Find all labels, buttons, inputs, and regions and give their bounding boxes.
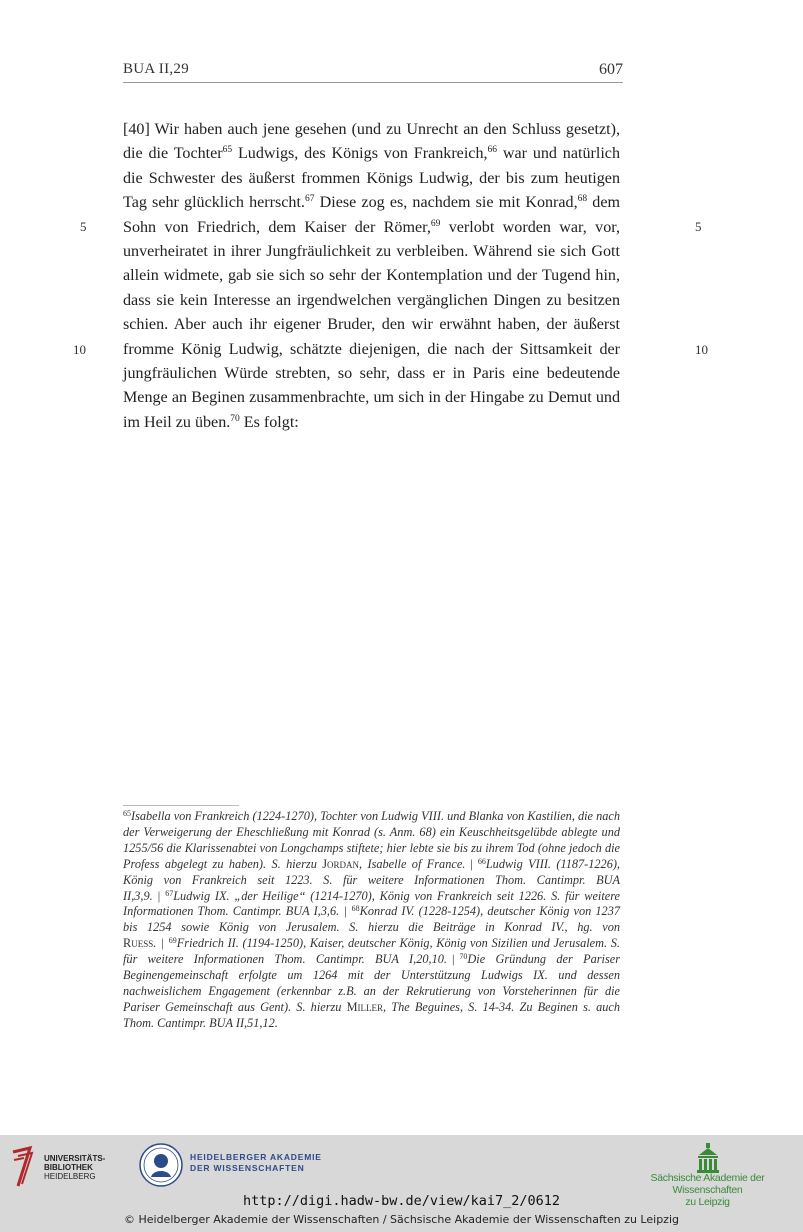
hadw-wordmark[interactable]: HEIDELBERGER AKADEMIE DER WISSENSCHAFTEN (190, 1152, 322, 1173)
footnote-66: Ludwig VIII. (1187-1226), König von Frankreich seit 1223. S. für weitere Informationen Thom. Cantimpr. BUA II,3,9. (123, 856, 621, 903)
main-paragraph: [40] Wir haben auch jene gesehen (und zu Unrecht an den Schluss gesetzt), die die Tochter$^{65}$ Ludwigs, des Königs von Frankreich,$^{66}$ war und natürlich die Schwester des äußerst frommen Königs Ludwig, der bis zum heutigen Tag sehr glücklich herrscht.$^{67}$ Diese zog es, nachdem sie mit Konrad,$^{68}$ dem Sohn von Friedrich, dem Kaiser der Römer,$^{69}$ verlobt worden war, vor, unverheiratet in ihrer Jungfräulichkeit zu verbleiben. Während sie sich Gott allein widmete, gab sie sich so sehr der Kontemplation und der Tugend hin, dass sie kein Interesse an irgendwelchen vergänglichen Dingen zu besitzen schien. Aber auch ihr eigener Bruder, den wir erwähnt haben, der äußerst fromme König Ludwig, schätzte diejenigen, die nach der Sittsamkeit der jungfräulichen Würde strebten, so sehr, dass er in Paris eine bedeutende Menge an Beginen zusammenbrachte, um sich in der Hingabe zu Demut und im Heil zu üben.$^{70}$ Es folgt: (123, 121, 620, 431)
line-number-left-10: 10 (73, 342, 86, 357)
footnote-67: Ludwig IX. „der Heilige“ (1214-1270), König von Frankreich seit 1226. S. für weitere Informationen Thom. Cantimpr. BUA I,3,6. (123, 888, 620, 919)
page-number: 607 (599, 61, 623, 78)
header-siglum: BUA II,29 (123, 61, 190, 77)
permalink-url[interactable]: http://digi.hadw-bw.de/view/kai7_2/0612 (243, 1193, 560, 1209)
footnote-70: Die Gründung der Pariser Beginengemeinschaft erfolgte um 1264 mit der Unterstützung Ludwigs IX. und dessen nachweislichem Engagement (erkennbar z.B. an der Rekrutierung von Vorsteherinnen für die Pariser Gemeinschaft aus Gent). S. hierzu Miller, The Beguines, S. 14-34. Zu Beginen s. auch Thom. Cantimpr. BUA II,51,12. (123, 952, 620, 1030)
saw-building-icon (695, 1143, 721, 1173)
line-number-left-5: 5 (80, 219, 87, 234)
hadw-seal-icon[interactable] (139, 1143, 183, 1187)
line-number-right-5: 5 (695, 219, 702, 234)
footnote-ref-67[interactable]: 67 (304, 194, 315, 205)
footnote-separator (123, 805, 239, 806)
ub-heidelberg-logo-icon (10, 1144, 36, 1188)
footnote-69: Friedrich II. (1194-1250), Kaiser, deutscher König, König von Sizilien und Jerusalem. S. für weitere Informationen Thom. Cantimpr. BUA I,20,10. (123, 936, 620, 967)
viewer-footer (0, 1135, 803, 1232)
ub-heidelberg-wordmark: UNIVERSITÄTS- BIBLIOTHEK HEIDELBERG (44, 1154, 106, 1181)
line-number-right-10: 10 (695, 342, 708, 357)
saw-wordmark[interactable]: Sächsische Akademie der Wissenschaften zu Leipzig (650, 1172, 765, 1208)
copyright-notice: © Heidelberger Akademie der Wissenschaften / Sächsische Akademie der Wissenschaften zu Leipzig (123, 1213, 679, 1226)
footnote-ref-68[interactable]: 68 (577, 194, 588, 205)
footnotes: $^{65}$Isabella von Frankreich (1224-1270), Tochter von Ludwig VIII. und Blanka von Kastilien, die nach der Verweigerung der Eheschließung mit Konrad (s. Anm. 68) ein Keuschheitsgelübde ablegte und 1255/56 die Klarissenabtei von Longchamps stiftete; hier lebte sie bis zu ihrem Tod (ohne jedoch die Profess abgelegt zu haben). S. hierzu Jordan, Isabelle of France. | $^{66}$Ludwig VIII. (1187-1226), König von Frankreich seit 1223. S. für weitere Informationen Thom. Cantimpr. BUA II,3,9. | $^{67}$Ludwig IX. „der Heilige“ (1214-1270), König von Frankreich seit 1226. S. für weitere Informationen Thom. Cantimpr. BUA I,3,6. | $^{68}$Konrad IV. (1228-1254), deutscher König von 1237 bis 1254 sowie König von Jerusalem. S. hierzu die Beiträge in Konrad IV., hg. von Ruess. | $^{69}$Friedrich II. (1194-1250), Kaiser, deutscher König, König von Sizilien und Jerusalem. S. für weitere Informationen Thom. Cantimpr. BUA I,20,10. | $^{70}$Die Gründung der Pariser Beginengemeinschaft erfolgte um 1264 mit der Unterstützung Ludwigs IX. und dessen nachweislichem Engagement (erkennbar z.B. an der Rekrutierung von Vorsteherinnen für die Pariser Gemeinschaft aus Gent). S. hierzu Miller, The Beguines, S. 14-34. Zu Beginen s. auch Thom. Cantimpr. BUA II,51,12. (123, 809, 621, 1030)
footnote-ref-69[interactable]: 69 (430, 218, 441, 229)
footnote-ref-65[interactable]: 65 (222, 145, 233, 156)
footnote-65: Isabella von Frankreich (1224-1270), Tochter von Ludwig VIII. und Blanka von Kastilien, die nach der Verweigerung der Eheschließung mit Konrad (s. Anm. 68) ein Keuschheitsgelübde ablegte und 1255/56 die Klarissenabtei von Longchamps stiftete; hier lebte sie bis zu ihrem Tod (ohne jedoch die Profess abgelegt zu haben). S. hierzu Jordan, Isabelle of France. (123, 809, 620, 871)
footnote-ref-66[interactable]: 66 (487, 145, 498, 156)
footnote-68: Konrad IV. (1228-1254), deutscher König von 1237 bis 1254 sowie König von Jerusalem. S. hierzu die Beiträge in Konrad IV., hg. von Ruess. (123, 904, 620, 951)
ub-heidelberg-logo[interactable] (10, 1144, 110, 1188)
footnote-ref-70[interactable]: 70 (230, 413, 240, 424)
running-header (123, 60, 623, 83)
